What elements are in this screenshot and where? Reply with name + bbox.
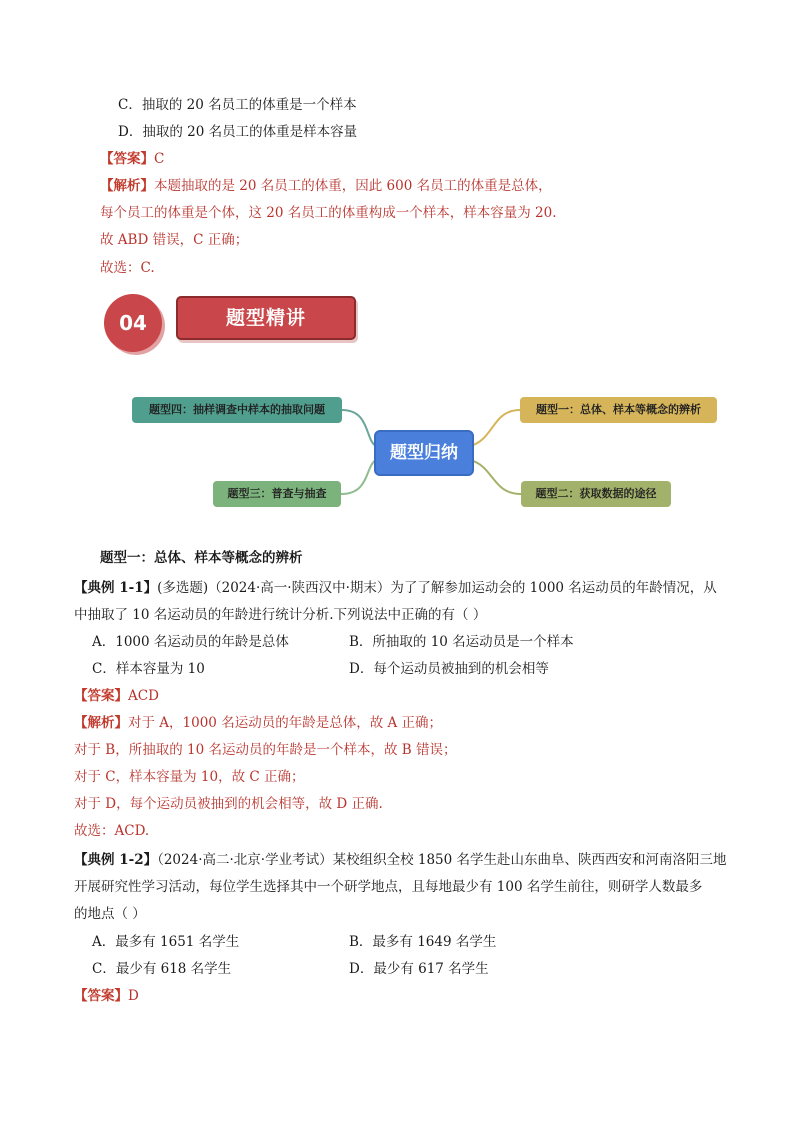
ex2-answer-line [74, 986, 139, 1006]
ex1-analysis-5: 故选：ACD. [74, 823, 150, 839]
ex1-option-d: D．每个运动员被抽到的机会相等 [349, 661, 549, 677]
ex1-answer-label: 【答案】 [74, 688, 128, 704]
ex1-answer-value: ACD [128, 688, 159, 704]
type1-heading: 题型一：总体、样本等概念的辨析 [100, 550, 303, 566]
ex2-text-3: 的地点（ ） [74, 906, 146, 922]
ex2-option-d: D．最少有 617 名学生 [349, 961, 489, 977]
connector-1 [470, 410, 520, 446]
ex2-option-b: B．最多有 1649 名学生 [349, 934, 497, 950]
connector-4 [342, 410, 376, 446]
ex2-line-1 [74, 850, 727, 870]
mindmap-node-type4: 题型四：抽样调查中样本的抽取问题 [132, 397, 342, 423]
ex1-answer-line [74, 686, 159, 706]
ex1-label: 【典例 1-1】 [74, 580, 158, 596]
analysis-line-1 [100, 176, 552, 196]
connector-3 [341, 460, 376, 494]
option-c: C．抽取的 20 名员工的体重是一个样本 [118, 97, 357, 113]
ex2-option-a: A．最多有 1651 名学生 [92, 934, 240, 950]
ex1-analysis-4: 对于 D，每个运动员被抽到的机会相等，故 D 正确. [74, 796, 383, 812]
mindmap-node-type3: 题型三：普查与抽查 [213, 481, 341, 507]
answer-value: C [154, 151, 165, 167]
answer-line [100, 149, 164, 169]
mindmap-node-type2: 题型二：获取数据的途径 [521, 481, 671, 507]
ex2-text-2: 开展研究性学习活动，每位学生选择其中一个研学地点，且每地最少有 100 名学生前往，则研学人数最多 [74, 879, 703, 895]
mindmap-node-type1: 题型一：总体、样本等概念的辨析 [520, 397, 717, 423]
ex1-option-c: C．样本容量为 10 [92, 661, 205, 677]
ex2-label: 【典例 1-2】 [74, 852, 158, 868]
section-title: 题型精讲 [225, 307, 306, 329]
option-d: D．抽取的 20 名员工的体重是样本容量 [118, 124, 358, 140]
analysis-text-1: 本题抽取的是 20 名员工的体重，因此 600 名员工的体重是总体， [154, 178, 552, 194]
section-number: 04 [119, 311, 147, 335]
ex1-text-1: (多选题)（2024·高一·陕西汉中·期末）为了了解参加运动会的 1000 名运动员的年龄情况，从 [157, 580, 717, 596]
ex1-analysis-1: 对于 A，1000 名运动员的年龄是总体，故 A 正确； [128, 715, 443, 731]
analysis-text-2: 每个员工的体重是个体，这 20 名员工的体重构成一个样本，样本容量为 20. [100, 205, 557, 221]
mindmap-center-node: 题型归纳 [374, 430, 474, 476]
ex1-analysis-line-1 [74, 713, 442, 733]
ex1-analysis-3: 对于 C，样本容量为 10，故 C 正确； [74, 769, 305, 785]
analysis-text-4: 故选：C. [100, 260, 155, 276]
ex1-analysis-label: 【解析】 [74, 715, 128, 731]
ex2-answer-value: D [128, 988, 139, 1004]
ex1-option-a: A．1000 名运动员的年龄是总体 [92, 634, 289, 650]
analysis-text-3: 故 ABD 错误，C 正确； [100, 232, 249, 248]
section-header [104, 292, 356, 354]
ex1-option-b: B．所抽取的 10 名运动员是一个样本 [349, 634, 574, 650]
answer-label: 【答案】 [100, 151, 154, 167]
connector-2 [470, 460, 521, 494]
analysis-label: 【解析】 [100, 178, 154, 194]
ex2-text-1: （2024·高二·北京·学业考试）某校组织全校 1850 名学生赴山东曲阜、陕西西安和河南洛阳三地 [157, 852, 727, 868]
ex2-answer-label: 【答案】 [74, 988, 128, 1004]
ex1-line-1 [74, 578, 717, 598]
ex2-option-c: C．最少有 618 名学生 [92, 961, 232, 977]
ex1-text-2: 中抽取了 10 名运动员的年龄进行统计分析.下列说法中正确的有（ ） [74, 607, 487, 623]
ex1-analysis-2: 对于 B，所抽取的 10 名运动员的年龄是一个样本，故 B 错误； [74, 742, 457, 758]
